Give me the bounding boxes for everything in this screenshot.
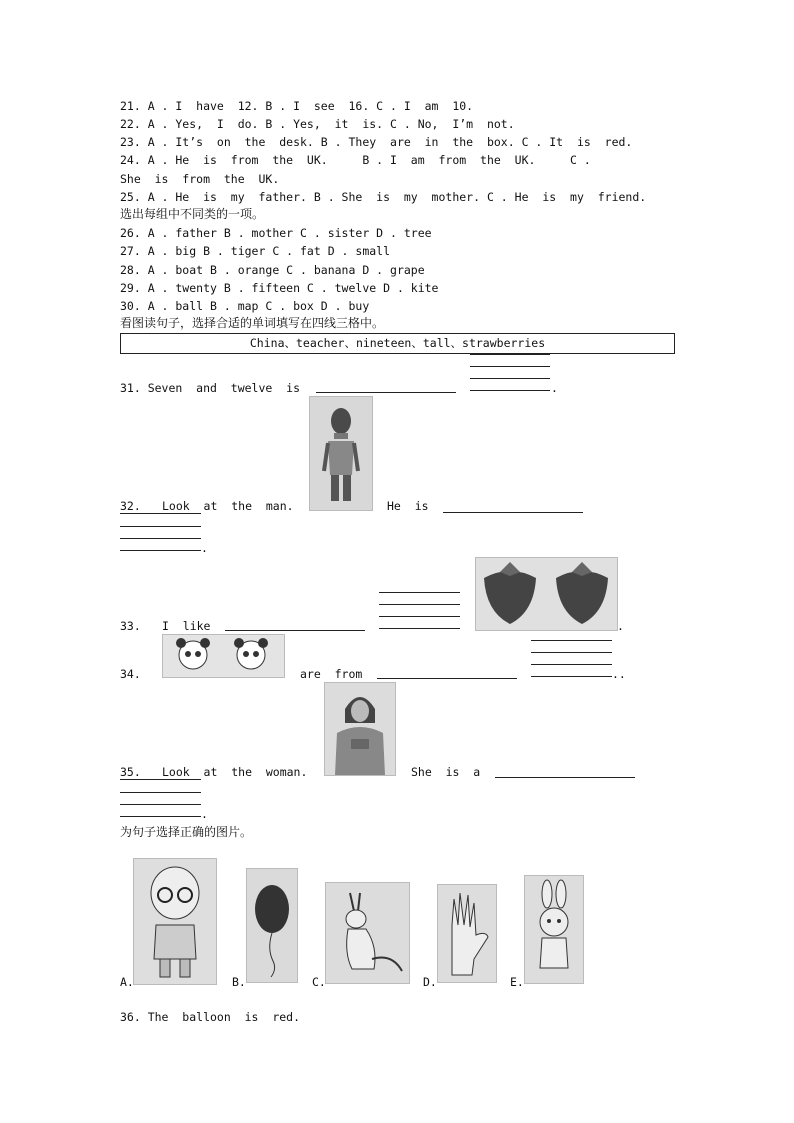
question-35-text: Look at the woman. bbox=[162, 765, 308, 779]
question-33-text: I like bbox=[162, 619, 211, 633]
question-34-text: are from bbox=[300, 667, 363, 681]
answer-blank-32[interactable] bbox=[443, 512, 583, 513]
rabbit-picture bbox=[524, 875, 584, 984]
period: . bbox=[201, 541, 208, 555]
four-line-grid-line bbox=[379, 592, 460, 593]
man-picture bbox=[309, 396, 373, 511]
pandas-picture bbox=[162, 634, 285, 678]
four-line-grid-line bbox=[379, 628, 460, 629]
period: . bbox=[617, 619, 624, 633]
question-28: 28. A . boat B . orange C . banana D . grape bbox=[120, 263, 425, 277]
answer-blank-35[interactable] bbox=[495, 777, 635, 778]
section-title-odd-one-out: 选出每组中不同类的一项。 bbox=[120, 207, 265, 221]
question-36: 36. The balloon is red. bbox=[120, 1010, 301, 1024]
question-25: 25. A . He is my father. B . She is my mother. C . He is my friend. bbox=[120, 190, 647, 204]
four-line-grid-line bbox=[531, 664, 612, 665]
four-line-grid-line bbox=[470, 390, 550, 391]
answer-blank-33[interactable] bbox=[225, 630, 365, 631]
four-line-grid-line bbox=[120, 550, 201, 551]
four-line-grid-line bbox=[470, 366, 550, 367]
woman-picture bbox=[324, 682, 396, 776]
section-title-choose-picture: 为句子选择正确的图片。 bbox=[120, 825, 253, 839]
question-35-she-is-a: She is a bbox=[411, 765, 481, 779]
question-34-number: 34. bbox=[120, 667, 141, 681]
underline bbox=[120, 513, 201, 514]
question-21: 21. A . I have 12. B . I see 16. C . I am 10. bbox=[120, 99, 474, 113]
question-32-he-is: He is bbox=[387, 499, 429, 513]
period: . bbox=[201, 807, 208, 821]
question-32-text: Look at the man. bbox=[162, 499, 294, 513]
four-line-grid-line bbox=[120, 792, 201, 793]
double-period: .. bbox=[612, 667, 626, 681]
question-22: 22. A . Yes, I do. B . Yes, it is. C . No, I’m not. bbox=[120, 117, 515, 131]
question-27: 27. A . big B . tiger C . fat D . small bbox=[120, 244, 391, 258]
section-title-fill-words: 看图读句子，选择合适的单词填写在四线三格中。 bbox=[120, 316, 385, 330]
option-c-label: C. bbox=[312, 975, 326, 989]
option-d-label: D. bbox=[423, 975, 437, 989]
question-26: 26. A . father B . mother C . sister D . tree bbox=[120, 226, 432, 240]
four-line-grid-line bbox=[379, 604, 460, 605]
answer-blank-34[interactable] bbox=[377, 678, 517, 679]
question-30: 30. A . ball B . map C . box D . buy bbox=[120, 299, 370, 313]
question-24: 24. A . He is from the UK. B . I am from the UK. C . bbox=[120, 153, 591, 167]
option-e-label: E. bbox=[510, 975, 524, 989]
four-line-grid-line bbox=[531, 676, 612, 677]
four-line-grid-line bbox=[470, 378, 550, 379]
four-line-grid-line bbox=[120, 538, 201, 539]
four-line-grid-line bbox=[470, 354, 550, 355]
four-line-grid-line bbox=[531, 652, 612, 653]
option-b-label: B. bbox=[232, 975, 246, 989]
four-line-grid-line bbox=[531, 640, 612, 641]
four-line-grid-line bbox=[120, 804, 201, 805]
four-line-grid-line bbox=[379, 616, 460, 617]
question-24-cont: She is from the UK. bbox=[120, 172, 280, 186]
question-35-number: 35. bbox=[120, 765, 141, 779]
question-29: 29. A . twenty B . fifteen C . twelve D . kite bbox=[120, 281, 439, 295]
kangaroo-picture bbox=[325, 882, 410, 984]
underline bbox=[120, 779, 201, 780]
balloon-picture bbox=[246, 868, 298, 983]
word-bank: China、teacher、nineteen、tall、strawberries bbox=[120, 333, 675, 354]
strawberries-picture bbox=[475, 557, 618, 631]
four-line-grid-line bbox=[120, 816, 201, 817]
question-23: 23. A . It’s on the desk. B . They are in the box. C . It is red. bbox=[120, 135, 633, 149]
option-a-label: A. bbox=[120, 975, 134, 989]
grandpa-picture bbox=[133, 858, 217, 985]
period: . bbox=[551, 381, 558, 395]
hand-picture bbox=[437, 884, 497, 983]
four-line-grid-line bbox=[120, 526, 201, 527]
question-33-number: 33. bbox=[120, 619, 141, 633]
question-32-number: 32. bbox=[120, 499, 141, 513]
question-31: 31. Seven and twelve is bbox=[120, 381, 301, 395]
answer-blank-31[interactable] bbox=[316, 392, 456, 393]
